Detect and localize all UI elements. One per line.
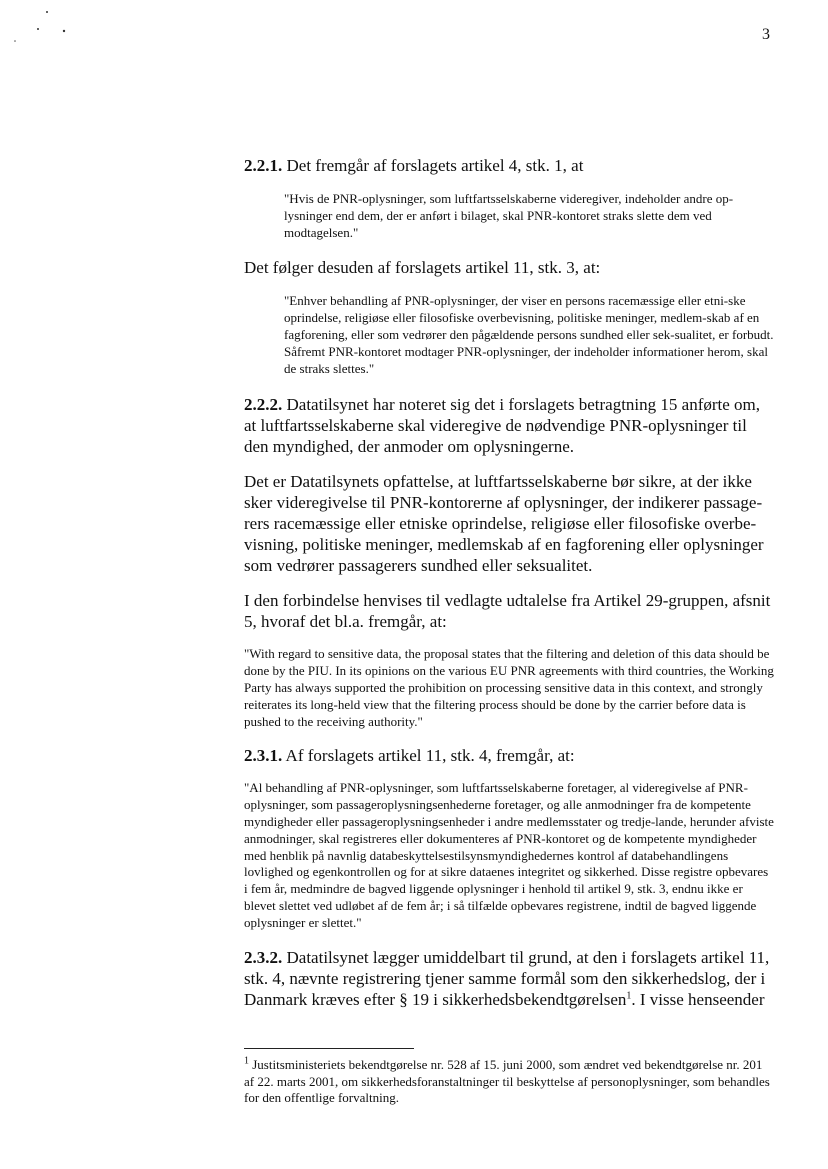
section-2-3-2 (244, 947, 774, 1010)
quote-article-11-4: "Al behandling af PNR-oplysninger, som luftfartsselskaberne foretager, al videregivelse af PNR-oplysninger, som passageroplysningsenhederne foretager, og alle anmodninger fra de kompetente myndigheder eller passageroplysningsenheder i andre medlemsstater og tredje-lande, herunder afviste anmodninger, skal registreres eller dokumenteres af PNR-kontoret og de kompetente myndigheder med henblik på navnlig databeskyttelsestilsynsmyndighedernes kontrol af databehandlingens lovlighed og egenkontrollen og for at sikre dataenes integritet og sikkerhed. Disse registre opbevares i fem år, medmindre de bagved liggende oplysninger i henhold til artikel 9, stk. 3, endnu ikke er blevet slettet ved udløbet af de fem år; i så tilfælde opbevares registrene, indtil de bagved liggende oplysninger er slettet." (244, 780, 774, 930)
footnote-text: Justitsministeriets bekendtgørelse nr. 528 af 15. juni 2000, som ændret ved bekendtgørelse nr. 201 af 22. marts 2001, om sikkerhedsforanstaltninger til beskyttelse af personoplysninger, som behandles for den offentlige forvaltning. (244, 1057, 770, 1105)
footnote-reference: 1 (626, 989, 632, 1001)
section-text: Datatilsynet har noteret sig det i forslagets betragtning 15 anførte om, at luftfartsselskaberne skal videregive de nødvendige PNR-oplysninger til den myndighed, der anmoder om oplysningerne. (244, 395, 761, 457)
section-heading: 2.2.1. (244, 156, 283, 175)
section-heading: 2.3.1. (244, 746, 283, 766)
quote-article-4: "Hvis de PNR-oplysninger, som luftfartsselskaberne videregiver, indeholder andre op-lysninger end dem, der er anført i bilaget, skal PNR-kontoret straks slette dem ved modtagelsen." (284, 191, 734, 240)
footnote (244, 1057, 774, 1107)
document-body (244, 155, 774, 1010)
quote-article-11-3: "Enhver behandling af PNR-oplysninger, der viser en persons racemæssige eller etni-ske oprindelse, religiøse eller filosofiske overbevisning, politiske meninger, medlem-skab af en fagforening, eller som vedrører den pågældende persons sundhed eller sek-sualitet, er forbudt. Såfremt PNR-kontoret modtager PNR-oplysninger, der indeholder informationer herom, skal de straks slettes." (284, 293, 774, 376)
section-2-3-1 (244, 745, 774, 766)
paragraph-article-29: I den forbindelse henvises til vedlagte udtalelse fra Artikel 29-gruppen, afsnit 5, hvoraf det bl.a. fremgår, at: (244, 591, 771, 632)
section-text: Datatilsynet lægger umiddelbart til grund, at den i forslagets artikel 11, stk. 4, nævnte registrering tjener samme formål som den sikkerhedslog, der i Danmark kræves efter § 19 i sikkerhedsbekendtgørelsen (244, 947, 770, 1009)
section-text: Af forslagets artikel 11, stk. 4, fremgår, at: (282, 746, 575, 766)
scan-specks (0, 0, 80, 50)
section-text-continued: . I visse henseender (631, 989, 765, 1009)
footnote-divider (244, 1048, 414, 1049)
paragraph-opinion: Det er Datatilsynets opfattelse, at luftfartsselskaberne bør sikre, at der ikke sker videregivelse til PNR-kontorerne af oplysninger, der indikerer passage-rers racemæssige eller etniske oprindelse, religiøse eller filosofiske overbe-visning, politiske meninger, medlemskab af en fagforening eller oplysninger som vedrører passagerers sundhed eller seksualitet. (244, 472, 764, 576)
paragraph-article-11-3: Det følger desuden af forslagets artikel 11, stk. 3, at: (244, 258, 601, 278)
page-number: 3 (762, 26, 770, 43)
quote-article-29: "With regard to sensitive data, the proposal states that the filtering and deletion of this data should be done by the PIU. In its opinions on the various EU PNR agreements with third countries, the Working Party has always supported the prohibition on processing sensitive data in this context, and strongly reiterates its long-held view that the filtering process should be done by the carrier before data is pushed to the receiving authority." (244, 646, 774, 729)
section-2-2-2 (244, 394, 774, 457)
section-text: Det fremgår af forslagets artikel 4, stk. 1, at (282, 156, 584, 175)
section-heading: 2.3.2. (244, 947, 283, 967)
footnote-marker: 1 (244, 1055, 249, 1067)
section-2-2-1 (244, 155, 774, 176)
section-heading: 2.2.2. (244, 395, 283, 415)
